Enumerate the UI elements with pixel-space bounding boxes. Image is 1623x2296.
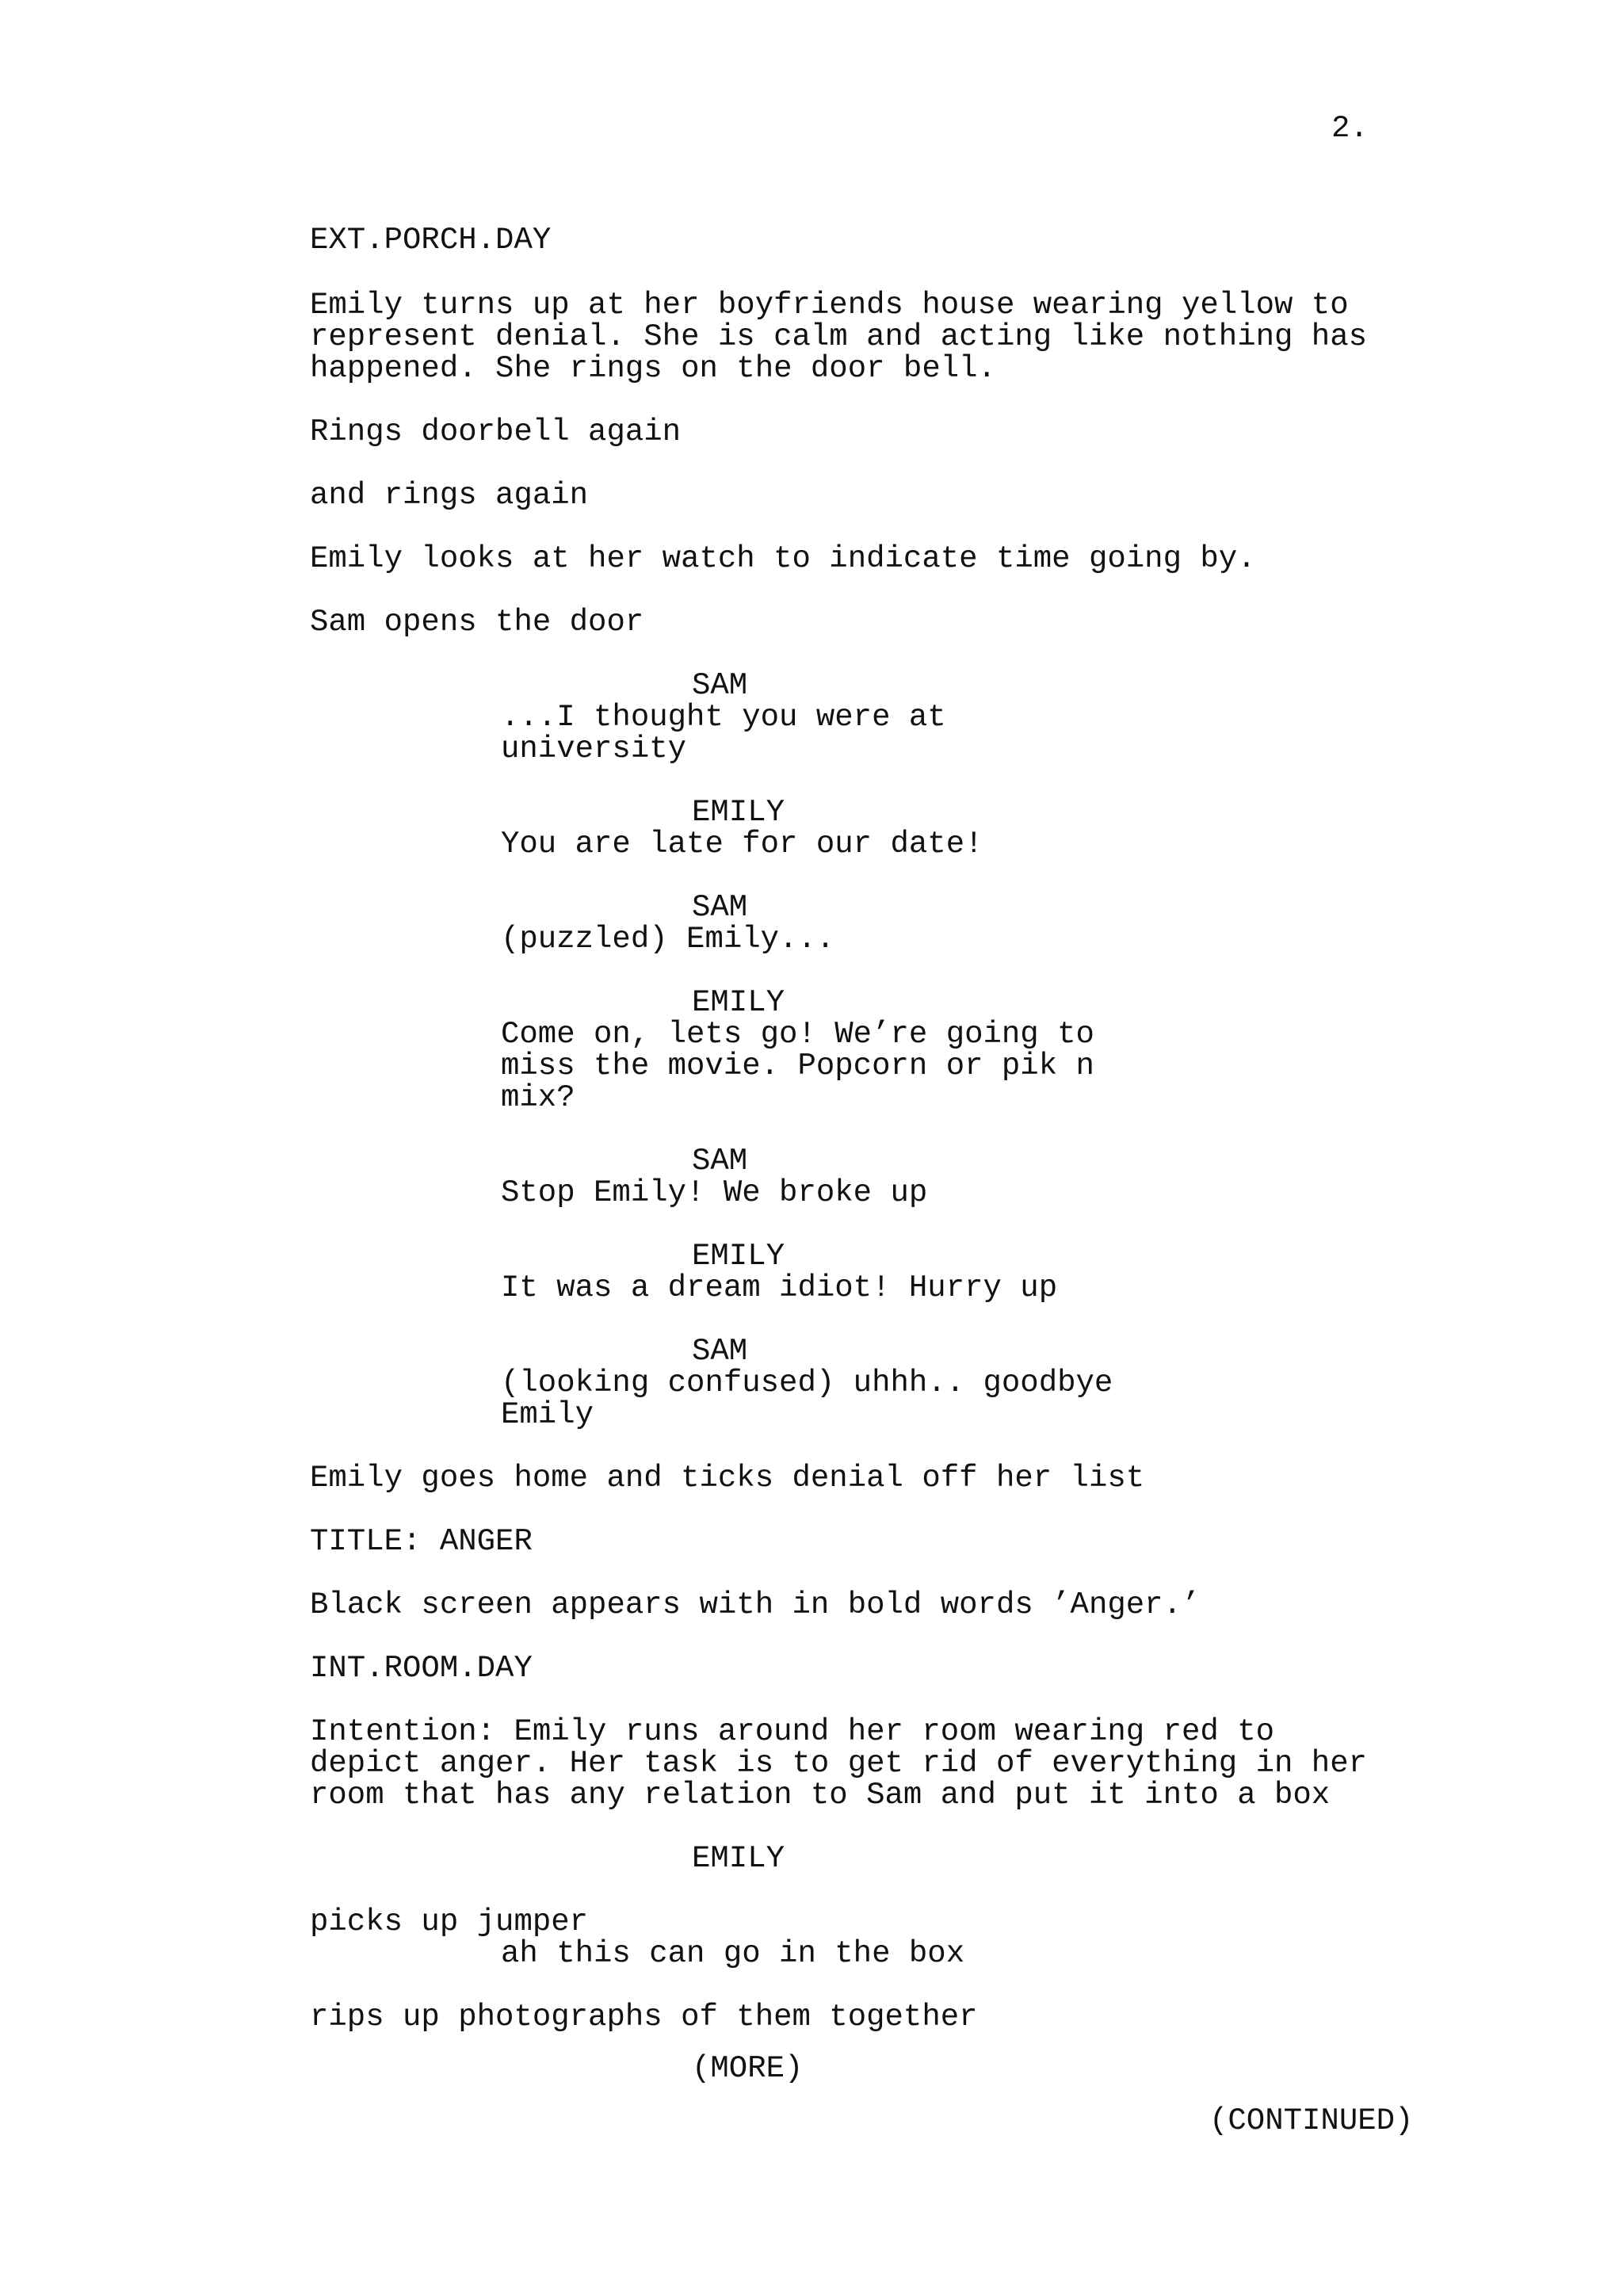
dialogue: (puzzled) Emily... [501, 922, 835, 957]
character-cue: SAM [692, 1144, 748, 1179]
page-number: 2. [1331, 111, 1369, 146]
action-line: Intention: Emily runs around her room wearing red to depict anger. Her task is to get rid of everything in her room that has any relation to Sam and put it into a box [310, 1714, 1368, 1813]
action-line: Emily looks at her watch to indicate time going by. [310, 541, 1256, 576]
action-line: Emily turns up at her boyfriends house wearing yellow to represent denial. She is calm and acting like nothing has happened. She rings on the door bell. [310, 288, 1368, 386]
action-line: picks up jumper [310, 1904, 589, 1939]
dialogue: Come on, lets go! We’re going to miss the movie. Popcorn or pik n mix? [501, 1017, 1094, 1115]
character-cue: SAM [692, 890, 748, 925]
scene-heading: EXT.PORCH.DAY [310, 223, 552, 258]
dialogue: Stop Emily! We broke up [501, 1175, 928, 1210]
action-line: Rings doorbell again [310, 415, 682, 449]
action-line: Black screen appears with in bold words ’Anger.’ [310, 1587, 1201, 1622]
dialogue: (looking confused) uhhh.. goodbye Emily [501, 1366, 1113, 1432]
continued-marker: (CONTINUED) [1209, 2103, 1414, 2138]
more-marker: (MORE) [692, 2051, 804, 2086]
dialogue: ah this can go in the box [501, 1936, 965, 1971]
dialogue: You are late for our date! [501, 827, 983, 861]
dialogue: It was a dream idiot! Hurry up [501, 1270, 1058, 1305]
dialogue: ...I thought you were at university [501, 700, 946, 766]
character-cue: EMILY [692, 795, 785, 830]
scene-heading: INT.ROOM.DAY [310, 1651, 533, 1686]
title-card: TITLE: ANGER [310, 1524, 533, 1559]
action-line: Sam opens the door [310, 605, 644, 640]
character-cue: EMILY [692, 1841, 785, 1876]
action-line: and rings again [310, 478, 589, 513]
action-line: Emily goes home and ticks denial off her list [310, 1461, 1145, 1496]
character-cue: SAM [692, 668, 748, 703]
action-line: rips up photographs of them together [310, 2000, 978, 2034]
character-cue: SAM [692, 1334, 748, 1369]
character-cue: EMILY [692, 1239, 785, 1274]
character-cue: EMILY [692, 985, 785, 1020]
